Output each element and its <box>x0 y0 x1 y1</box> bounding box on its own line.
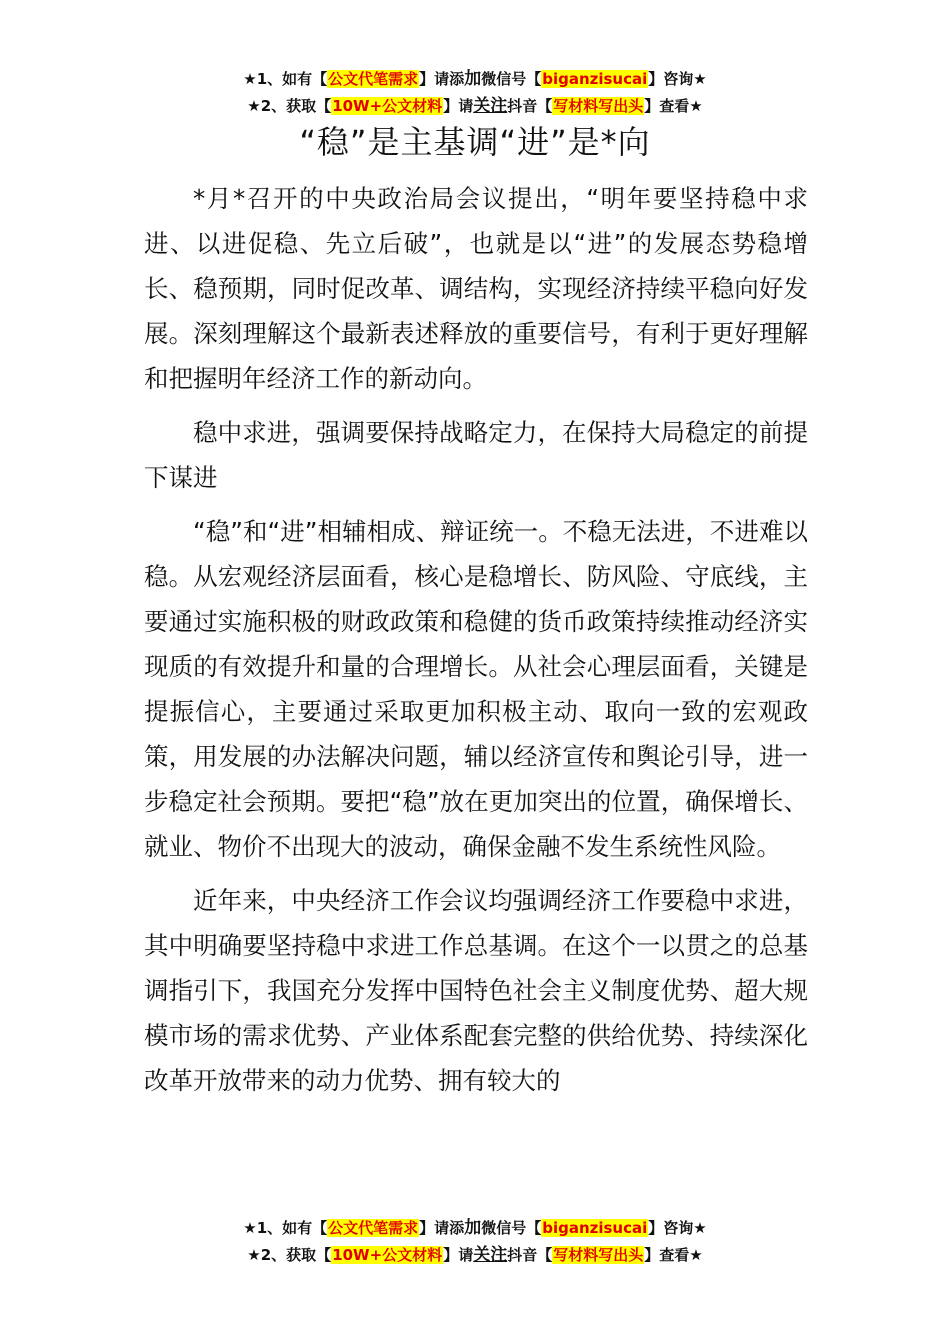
paragraph-1: *月*召开的中央政治局会议提出，“明年要坚持稳中求进、以进促稳、先立后破”，也就是以“进”的发展态势稳增长、稳预期，同时促改革、调结构，实现经济持续平稳向好发展。深刻理解这个最新表述释放的重要信号，有利于更好理解和把握明年经济工作的新动向。 <box>144 184 808 393</box>
promo-line-2: ★2、获取【10W+公文材料】请关注抖音【写材料写出头】查看★ <box>247 1245 703 1265</box>
highlight-douyin: 写材料写出头 <box>553 97 644 115</box>
document-body <box>144 176 808 1112</box>
highlight-wechat-id: biganzisucai <box>542 70 648 88</box>
highlight-ghostwriting: 公文代笔需求 <box>328 1219 419 1237</box>
promo-banner-bottom <box>0 1215 950 1269</box>
paragraph-4: 近年来，中央经济工作会议均强调经济工作要稳中求进，其中明确要坚持稳中求进工作总基调。在这个一以贯之的总基调指引下，我国充分发挥中国特色社会主义制度优势、超大规模市场的需求优势、产业体系配套完整的供给优势、持续深化改革开放带来的动力优势、拥有较大的 <box>144 886 808 1095</box>
highlight-materials: 10W+公文材料 <box>332 97 443 115</box>
paragraph-2: 稳中求进，强调要保持战略定力，在保持大局稳定的前提下谋进 <box>144 418 808 492</box>
paragraph-3: “稳”和“进”相辅相成、辩证统一。不稳无法进，不进难以稳。从宏观经济层面看，核心是稳增长、防风险、守底线，主要通过实施积极的财政政策和稳健的货币政策持续推动经济实现质的有效提升和量的合理增长。从社会心理层面看，关键是提振信心，主要通过采取更加积极主动、取向一致的宏观政策，用发展的办法解决问题，辅以经济宣传和舆论引导，进一步稳定社会预期。要把“稳”放在更加突出的位置，确保增长、就业、物价不出现大的波动，确保金融不发生系统性风险。 <box>144 517 808 861</box>
promo-line-2: ★2、获取【10W+公文材料】请关注抖音【写材料写出头】查看★ <box>247 96 703 116</box>
highlight-ghostwriting: 公文代笔需求 <box>328 70 419 88</box>
highlight-materials: 10W+公文材料 <box>332 1246 443 1264</box>
promo-banner-top <box>0 66 950 120</box>
document-title: “稳”是主基调“进”是*向 <box>299 123 651 161</box>
highlight-douyin: 写材料写出头 <box>553 1246 644 1264</box>
promo-line-1: ★1、如有【公文代笔需求】请添加微信号【biganzisucai】咨询★ <box>243 1218 707 1238</box>
promo-line-1: ★1、如有【公文代笔需求】请添加微信号【biganzisucai】咨询★ <box>243 69 707 89</box>
highlight-wechat-id: biganzisucai <box>542 1219 648 1237</box>
